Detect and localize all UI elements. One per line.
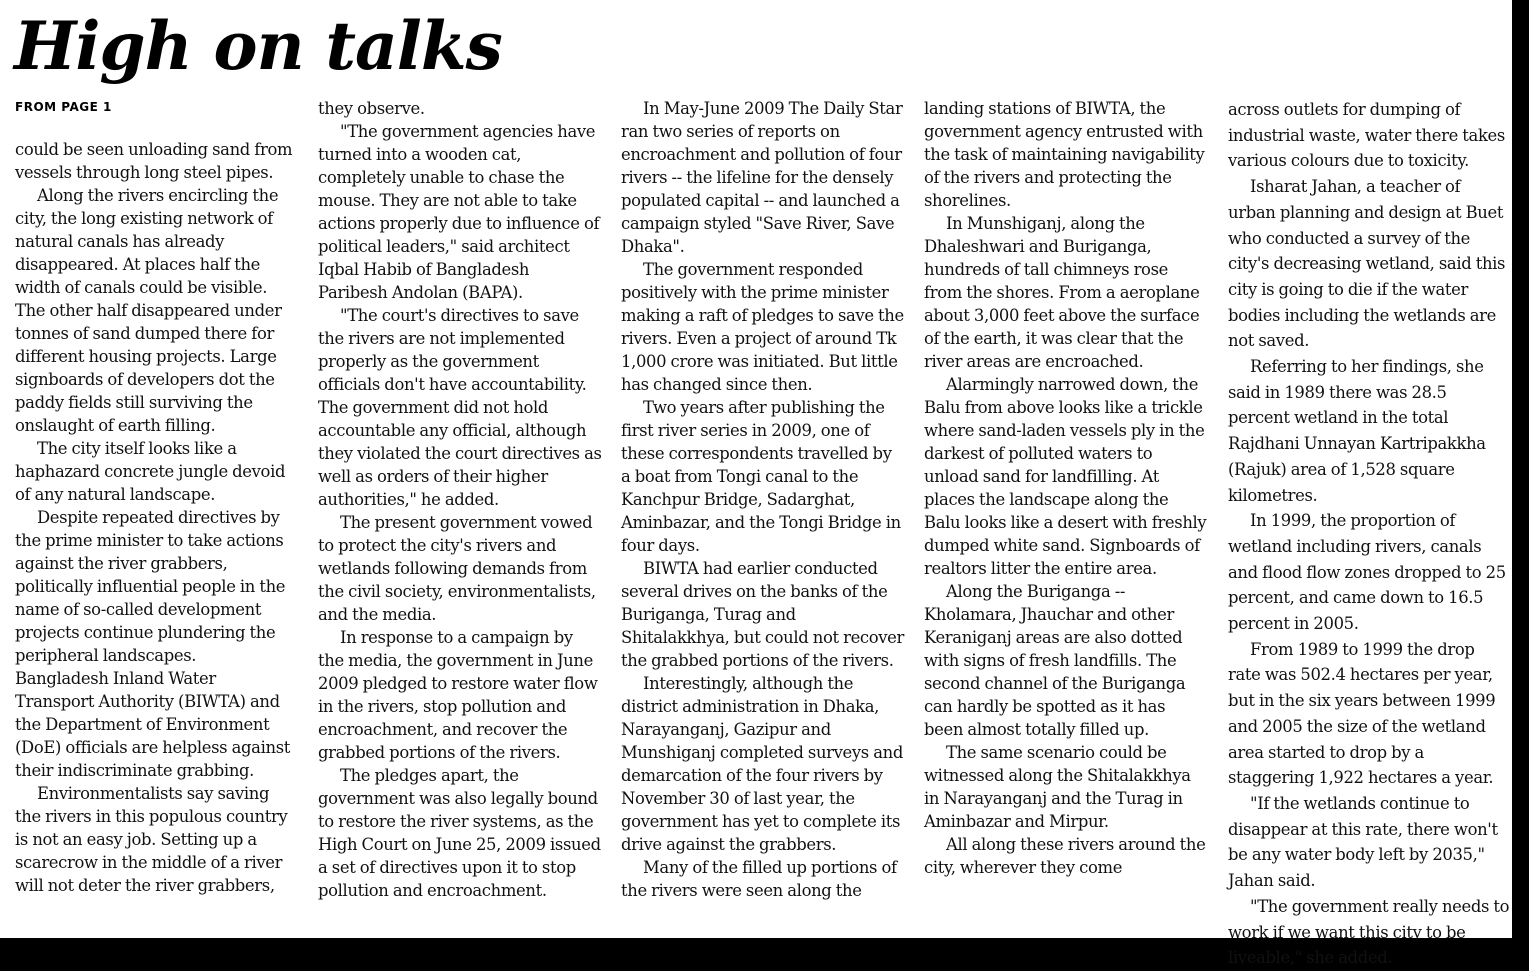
paragraph: In Munshiganj, along the Dhaleshwari and Buriganga, hundreds of tall chimneys rose from the shores. From a aeroplane about 3,000 feet above the surface of the earth, it was clear that the river areas are encroached. — [924, 214, 1200, 371]
paragraph: Environmentalists say saving the rivers in this populous country is not an easy job. Setting up a scarecrow in the middle of a river will not deter the river grabbers, — [15, 784, 288, 895]
article-column-4 — [924, 97, 1208, 879]
paragraph: The pledges apart, the government was also legally bound to restore the river systems, as the High Court on June 25, 2009 issued a set of directives upon it to stop pollution and encroachment. — [318, 766, 601, 900]
paragraph: Along the rivers encircling the city, the long existing network of natural canals has already disappeared. At places half the width of canals could be visible. The other half disappeared under tonnes of sand dumped there for different housing projects. Large signboards of developers dot the paddy fields still surviving the onslaught of earth filling. — [15, 186, 282, 435]
headline: High on talks — [14, 7, 502, 85]
paragraph: The present government vowed to protect the city's rivers and wetlands following demands from the civil society, environmentalists, and the media. — [318, 513, 596, 624]
paragraph: Two years after publishing the first river series in 2009, one of these correspondents travelled by a boat from Tongi canal to the Kanchpur Bridge, Sadarghat, Aminbazar, and the Tongi Bridge in four days. — [621, 398, 901, 555]
paragraph: BIWTA had earlier conducted several drives on the banks of the Buriganga, Turag and Shitalakkhya, but could not recover the grabbed portions of the rivers. — [621, 559, 905, 670]
paragraph: landing stations of BIWTA, the government agency entrusted with the task of maintaining navigability of the rivers and protecting the shorelines. — [924, 99, 1205, 210]
paragraph: The city itself looks like a haphazard concrete jungle devoid of any natural landscape. — [15, 439, 286, 504]
paragraph: could be seen unloading sand from vessels through long steel pipes. — [15, 140, 293, 182]
article-column-3 — [621, 97, 905, 902]
paragraph: "The government agencies have turned into a wooden cat, completely unable to chase the mouse. They are not able to take actions properly due to influence of political leaders," said architect Iqbal Habib of Bangladesh Paribesh Andolan (BAPA). — [318, 122, 600, 302]
paragraph: Many of the filled up portions of the rivers were seen along the — [621, 858, 897, 900]
paragraph: Bangladesh Inland Water Transport Authority (BIWTA) and the Department of Environment (DoE) officials are helpless against their indiscriminate grabbing. — [15, 669, 290, 780]
paragraph: Interestingly, although the district administration in Dhaka, Narayanganj, Gazipur and Munshiganj completed surveys and demarcation of the four rivers by November 30 of last year, the government has yet to complete its drive against the grabbers. — [621, 674, 903, 854]
paragraph: All along these rivers around the city, wherever they come — [924, 835, 1206, 877]
article-column-5 — [1228, 97, 1510, 971]
paragraph: "The government really needs to work if we want this city to be liveable," she added. — [1228, 896, 1510, 968]
paragraph: In 1999, the proportion of wetland including rivers, canals and flood flow zones dropped to 25 percent, and came down to 16.5 percent in 2005. — [1228, 511, 1506, 634]
paragraph: The same scenario could be witnessed along the Shitalakkhya in Narayanganj and the Turag in Aminbazar and Mirpur. — [924, 743, 1191, 831]
paragraph: Referring to her findings, she said in 1989 there was 28.5 percent wetland in the total Rajdhani Unnayan Kartripakkha (Rajuk) area of 1,528 square kilometres. — [1228, 357, 1486, 505]
paragraph: they observe. — [318, 99, 425, 118]
paragraph: "The court's directives to save the rivers are not implemented properly as the government officials don't have accountability. The government did not hold accountable any official, although they violated the court directives as well as orders of their higher authorities," he added. — [318, 306, 602, 509]
paragraph: Despite repeated directives by the prime minister to take actions against the river grabbers, politically influential people in the name of so-called development projects continue plundering the peripheral landscapes. — [15, 508, 286, 665]
paragraph: In May-June 2009 The Daily Star ran two series of reports on encroachment and pollution of four rivers -- the lifeline for the densely populated capital -- and launched a campaign styled "Save River, Save Dhaka". — [621, 99, 903, 256]
paragraph: In response to a campaign by the media, the government in June 2009 pledged to restore water flow in the rivers, stop pollution and encroachment, and recover the grabbed portions of the rivers. — [318, 628, 598, 762]
paragraph: From 1989 to 1999 the drop rate was 502.4 hectares per year, but in the six years between 1999 and 2005 the size of the wetland area started to drop by a staggering 1,922 hectares a year. — [1228, 639, 1496, 788]
article-column-1 — [15, 138, 298, 897]
article-column-2 — [318, 97, 602, 902]
continuation-kicker: FROM PAGE 1 — [15, 100, 112, 114]
paragraph: Along the Buriganga -- Kholamara, Jhauchar and other Keraniganj areas are also dotted with signs of fresh landfills. The second channel of the Buriganga can hardly be spotted as it has been almost totally filled up. — [924, 582, 1186, 739]
paragraph: Alarmingly narrowed down, the Balu from above looks like a trickle where sand-laden vessels ply in the darkest of polluted waters to unload sand for landfilling. At places the landscape along the Balu looks like a desert with freshly dumped white sand. Signboards of realtors litter the entire area. — [924, 375, 1207, 578]
paragraph: The government responded positively with the prime minister making a raft of pledges to save the rivers. Even a project of around Tk 1,000 crore was initiated. But little has changed since then. — [621, 260, 904, 394]
paragraph: "If the wetlands continue to disappear at this rate, there won't be any water body left by 2035," Jahan said. — [1228, 793, 1498, 891]
paragraph: across outlets for dumping of industrial waste, water there takes various colours due to toxicity. — [1228, 100, 1505, 171]
paragraph: Isharat Jahan, a teacher of urban planning and design at Buet who conducted a survey of the city's decreasing wetland, said this city is going to die if the water bodies including the wetlands are not saved. — [1228, 177, 1506, 351]
